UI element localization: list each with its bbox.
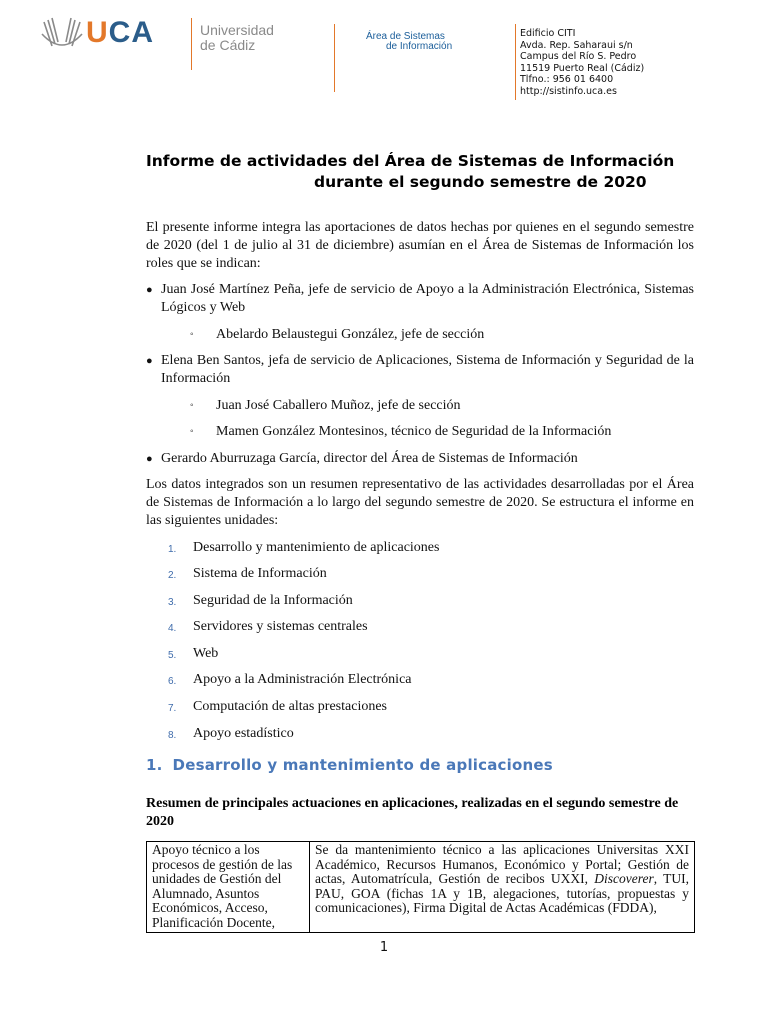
list-number: 1.	[168, 544, 177, 555]
uca-logo	[40, 14, 274, 64]
list-number: 8.	[168, 730, 177, 741]
table-cell: Apoyo técnico a los procesos de gestión de las unidades de Gestión del Alumnado, Asuntos Económicos, Acceso, Planificación Docente,	[147, 842, 310, 933]
address-line: Avda. Rep. Saharaui s/n	[520, 39, 633, 51]
cell-text: Se da mantenimiento técnico a las aplicaciones Universitas XXI Académico, Recursos Humanos, Económico y Portal; Gestión de actas, Automatrícula, Gestión de recibos UXXI,	[315, 842, 689, 886]
role-text: Elena Ben Santos, jefa de servicio de Aplicaciones, Sistema de Información y Seguridad de la Información	[161, 353, 694, 386]
unit-label: Computación de altas prestaciones	[193, 699, 387, 714]
unit-label: Servidores y sistemas centrales	[193, 619, 368, 634]
university-name	[200, 23, 274, 53]
unit-label: Desarrollo y mantenimiento de aplicaciones	[193, 540, 440, 555]
area-name	[366, 32, 452, 52]
role-text: Gerardo Aburruzaga García, director del Área de Sistemas de Información	[161, 451, 578, 466]
university-name-line1: Universidad	[200, 22, 274, 38]
bullet-icon: ●	[146, 355, 153, 367]
table-row	[147, 842, 695, 933]
address-divider	[515, 24, 516, 100]
unit-label: Apoyo estadístico	[193, 726, 294, 741]
list-number: 6.	[168, 676, 177, 687]
section-number: 1.	[146, 756, 163, 774]
title-line2: durante el segundo semestre de 2020	[314, 173, 647, 191]
list-number: 2.	[168, 570, 177, 581]
unit-label: Sistema de Información	[193, 566, 327, 581]
cell-text-italic: Discoverer	[594, 871, 654, 886]
title-line1: Informe de actividades del Área de Sistemas de Información	[146, 152, 675, 170]
table-caption: Resumen de principales actuaciones en aplicaciones, realizadas en el segundo semestre de 2020	[146, 796, 679, 829]
logo-divider	[191, 18, 192, 70]
bullet-icon: ●	[146, 453, 153, 465]
unit-label: Web	[193, 646, 219, 661]
list-number: 3.	[168, 597, 177, 608]
circle-bullet-icon: ◦	[190, 426, 194, 437]
actions-table	[146, 841, 695, 933]
area-divider	[334, 24, 335, 92]
address-line: Edificio CITI	[520, 28, 576, 39]
circle-bullet-icon: ◦	[190, 400, 194, 411]
section-heading	[146, 756, 553, 774]
circle-bullet-icon: ◦	[190, 329, 194, 340]
list-number: 4.	[168, 623, 177, 634]
address-url[interactable]: http://sistinfo.uca.es	[520, 85, 617, 97]
list-number: 7.	[168, 703, 177, 714]
unit-label: Seguridad de la Información	[193, 593, 353, 608]
cell-text: , TUI, PAU, GOA (fichas 1A y 1B, alegaciones, tutorías, propuestas y comunicaciones), Firma Digital de Actas Académicas (FDDA),	[315, 871, 689, 915]
page-number: 1	[379, 940, 389, 955]
university-name-line2: de Cádiz	[200, 37, 256, 53]
address-line: 11519 Puerto Real (Cádiz)	[520, 62, 645, 74]
role-text: Juan José Caballero Muñoz, jefe de sección	[216, 398, 461, 413]
role-text: Mamen González Montesinos, técnico de Seguridad de la Información	[216, 424, 612, 439]
uca-emblem-icon	[40, 14, 86, 54]
document-title	[146, 151, 686, 193]
section-title: Desarrollo y mantenimiento de aplicaciones	[172, 756, 553, 774]
unit-label: Apoyo a la Administración Electrónica	[193, 672, 412, 687]
logo-wordmark: UCA	[86, 16, 155, 49]
area-name-line2: de Información	[386, 41, 453, 52]
intro-paragraph: El presente informe integra las aportaciones de datos hechas por quienes en el segundo semestre de 2020 (del 1 de julio al 31 de diciembre) asumían en el Área de Sistemas de Información los roles que se indican:	[146, 220, 694, 271]
summary-paragraph: Los datos integrados son un resumen representativo de las actividades desarrolladas por el Área de Sistemas de Información a lo largo del segundo semestre de 2020. Se estructura el informe en las siguientes unidades:	[146, 477, 694, 528]
area-name-line1: Área de Sistemas	[366, 31, 445, 42]
address-phone: Tlfno.: 956 01 6400	[520, 74, 614, 85]
role-text: Juan José Martínez Peña, jefe de servicio de Apoyo a la Administración Electrónica, Sistemas Lógicos y Web	[161, 282, 694, 315]
address-line: Campus del Río S. Pedro	[520, 51, 637, 62]
list-number: 5.	[168, 650, 177, 661]
role-text: Abelardo Belaustegui González, jefe de sección	[216, 327, 485, 342]
table-cell	[310, 842, 695, 933]
bullet-icon: ●	[146, 284, 153, 296]
address-block	[520, 28, 644, 97]
